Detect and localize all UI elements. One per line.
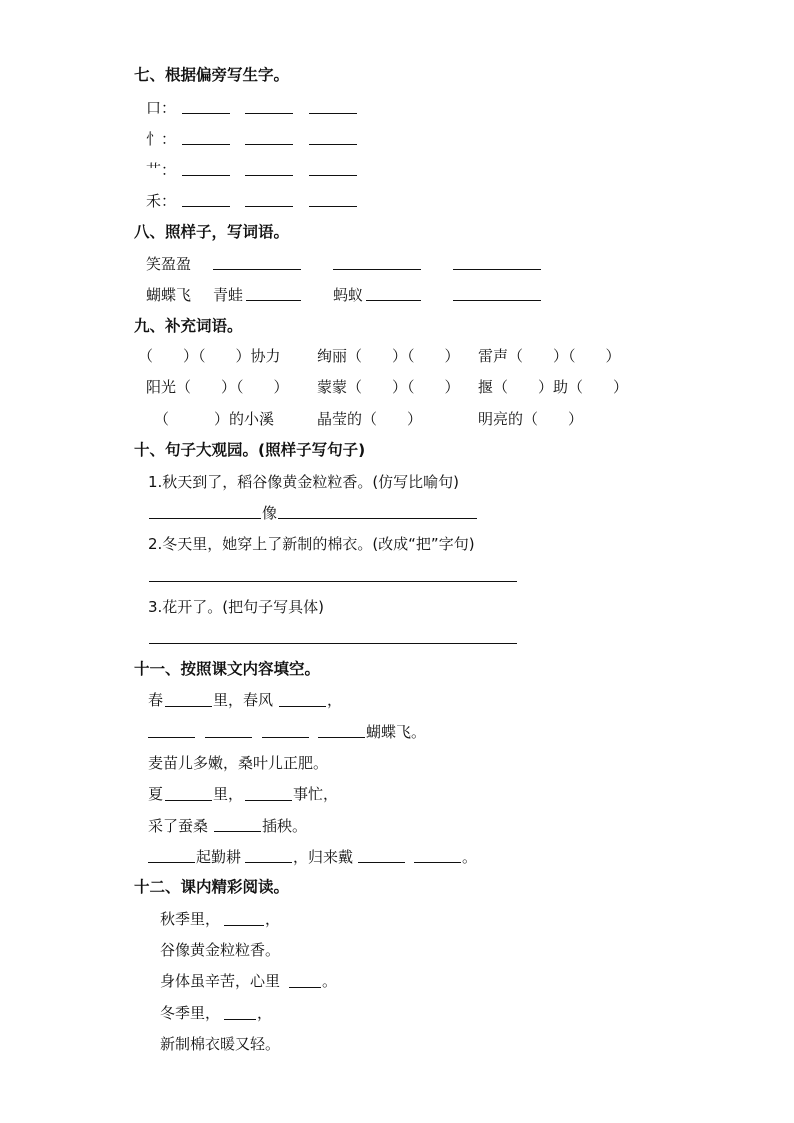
idiom-item[interactable]: 晶莹的（ ） (317, 410, 423, 428)
blank[interactable] (309, 144, 357, 145)
example-word-1: 笑盈盈 (146, 255, 192, 273)
section-7-title: 七、根据偏旁写生字。 (134, 66, 290, 84)
poem-text: 。 (462, 848, 478, 866)
poem-text: 事忙， (293, 785, 339, 803)
reading-text: ， (265, 910, 281, 928)
blank[interactable] (245, 113, 293, 114)
idiom-item[interactable]: 雷声（ ）（ ） (478, 347, 621, 365)
blank[interactable] (213, 269, 301, 270)
section-8-title: 八、照样子，写词语。 (134, 223, 290, 241)
section-9-title: 九、补充词语。 (134, 317, 243, 335)
answer-line[interactable] (149, 518, 261, 519)
blank[interactable] (366, 300, 421, 301)
blank[interactable] (182, 175, 230, 176)
reading-text: 冬季里， (160, 1004, 221, 1022)
question-3: 3.花开了。(把句子写具体) (148, 598, 325, 616)
blank[interactable] (165, 706, 212, 707)
blank[interactable] (245, 175, 293, 176)
poem-text: 麦苗儿多嫩，桑叶儿正肥。 (148, 754, 329, 772)
section-10-title: 十、句子大观园。(照样子写句子) (134, 441, 366, 459)
idiom-item[interactable]: 蒙蒙（ ）（ ） (317, 378, 460, 396)
blank[interactable] (279, 706, 326, 707)
blank[interactable] (309, 206, 357, 207)
reading-text: 秋季里， (160, 910, 221, 928)
word-qingwa: 青蛙 (213, 286, 244, 304)
blank[interactable] (214, 831, 261, 832)
answer-line[interactable] (278, 518, 477, 519)
idiom-item[interactable]: 绚丽（ ）（ ） (317, 347, 460, 365)
blank[interactable] (289, 987, 321, 988)
poem-text: ， (327, 691, 343, 709)
poem-text: 夏 (148, 785, 164, 803)
reading-text: ， (257, 1004, 273, 1022)
blank[interactable] (165, 800, 212, 801)
answer-line[interactable] (149, 581, 517, 582)
reading-text: 身体虽辛苦，心里 (160, 972, 281, 990)
radical-label-cao: 艹： (146, 161, 177, 179)
blank[interactable] (318, 737, 365, 738)
blank[interactable] (224, 925, 264, 926)
poem-text: 里， (213, 785, 244, 803)
section-11-title: 十一、按照课文内容填空。 (134, 660, 321, 678)
question-1: 1.秋天到了，稻谷像黄金粒粒香。(仿写比喻句) (148, 473, 460, 491)
blank[interactable] (309, 113, 357, 114)
reading-text: 谷像黄金粒粒香。 (160, 941, 281, 959)
blank[interactable] (148, 737, 195, 738)
blank[interactable] (205, 737, 252, 738)
poem-text: 采了蚕桑 (148, 817, 209, 835)
radical-label-kou: 口： (146, 99, 177, 117)
radical-label-xin: 忄： (146, 130, 177, 148)
blank[interactable] (262, 737, 309, 738)
blank[interactable] (182, 113, 230, 114)
blank[interactable] (309, 175, 357, 176)
blank[interactable] (182, 206, 230, 207)
poem-text: 蝴蝶飞。 (366, 723, 427, 741)
answer-line[interactable] (149, 643, 517, 644)
blank[interactable] (414, 862, 461, 863)
radical-label-he: 禾： (146, 192, 177, 210)
word-mayi: 蚂蚁 (333, 286, 364, 304)
poem-text: ，归来戴 (293, 848, 354, 866)
reading-text: 新制棉衣暖又轻。 (160, 1035, 281, 1053)
blank[interactable] (245, 206, 293, 207)
blank[interactable] (245, 800, 292, 801)
reading-text: 。 (322, 972, 338, 990)
blank[interactable] (224, 1019, 256, 1020)
idiom-item[interactable]: 明亮的（ ） (478, 410, 584, 428)
idiom-item[interactable]: 阳光（ ）（ ） (146, 378, 289, 396)
blank[interactable] (182, 144, 230, 145)
like-word: 像 (262, 504, 278, 522)
poem-text: 插秧。 (262, 817, 308, 835)
blank[interactable] (333, 269, 421, 270)
blank[interactable] (245, 144, 293, 145)
blank[interactable] (453, 300, 541, 301)
poem-text: 起勤耕 (196, 848, 242, 866)
poem-text: 里，春风 (213, 691, 274, 709)
question-2: 2.冬天里，她穿上了新制的棉衣。(改成“把”字句) (148, 535, 475, 553)
blank[interactable] (148, 862, 195, 863)
blank[interactable] (358, 862, 405, 863)
blank[interactable] (246, 300, 301, 301)
poem-text: 春 (148, 691, 164, 709)
blank[interactable] (453, 269, 541, 270)
blank[interactable] (245, 862, 292, 863)
idiom-item[interactable]: （ ）的小溪 (154, 410, 275, 428)
idiom-item[interactable]: （ ）（ ）协力 (138, 347, 281, 365)
idiom-item[interactable]: 揠（ ）助（ ） (478, 378, 629, 396)
section-12-title: 十二、课内精彩阅读。 (134, 878, 290, 896)
example-word-2: 蝴蝶飞 (146, 286, 192, 304)
